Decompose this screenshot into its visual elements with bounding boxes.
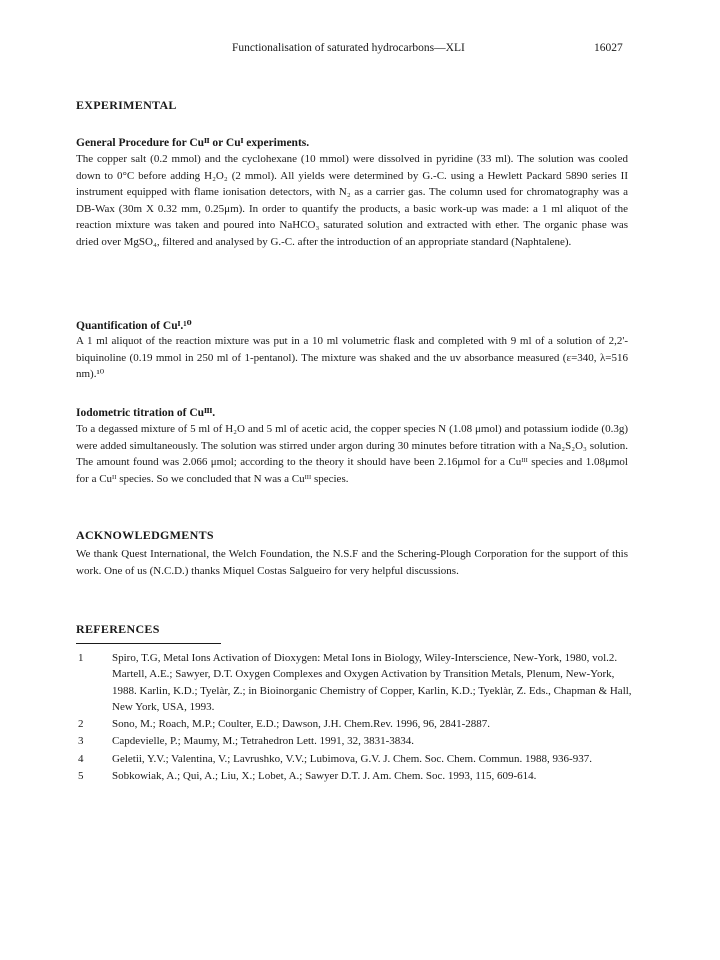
reference-item: [76, 733, 636, 749]
quantification-title: Quantification of Cuᴵ.¹⁰: [76, 320, 192, 332]
acknowledgments-body: We thank Quest International, the Welch Foundation, the N.S.F and the Schering-Plough Corporation for the support of this work. One of us (N.C.D.) thanks Miquel Costas Salgueiro for very helpful discussions.: [76, 548, 628, 577]
reference-number: 3: [78, 735, 84, 748]
general-procedure-title: General Procedure for Cuᴵᴵ or Cuᴵ experiments.: [76, 137, 310, 149]
quantification-body: A 1 ml aliquot of the reaction mixture was put in a 10 ml volumetric flask and completed with 9 ml of a solution of 2,2'-biquinoline (0.19 mmol in 250 ml of 1-pentanol). The mixture was shaked and the uv absorbance measured (ε=340, λ=516 nm).¹⁰: [76, 335, 628, 380]
running-title: Functionalisation of saturated hydrocarbons—XLI: [232, 42, 465, 54]
references-rule: [76, 643, 221, 644]
reference-number: 4: [78, 752, 84, 765]
references-list: [76, 650, 636, 785]
reference-text: Spiro, T.G, Metal Ions Activation of Dioxygen: Metal Ions in Biology, Wiley-Interscience, New-York, 1980, vol.2. Martell, A.E.; Sawyer, D.T. Oxygen Complexes and Oxygen Activation by Transition Metals, Plenum, New-York, 1988. Karlin, K.D.; Tyelàr, Z.; in Bioinorganic Chemistry of Copper, Karlin, K.D.; Tyeklàr, Z. Eds., Chapman & Hall, New York, USA, 1993.: [112, 652, 632, 713]
iodometric-body: To a degassed mixture of 5 ml of H₂O and 5 ml of acetic acid, the copper species N (1.08 μmol) and potassium iodide (0.3g) were added simultaneously. The solution was stirred under argon during 30 minutes before titration with a Na₂S₂O₃ solution. The amount found was 2.066 μmol; according to the theory it should have been 2.16μmol for a Cuᴵᴵᴵ species and 1.08μmol for a Cuᴵᴵ species. So we concluded that N was a Cuᴵᴵᴵ species.: [76, 423, 628, 485]
reference-text: Geletii, Y.V.; Valentina, V.; Lavrushko, V.V.; Lubimova, G.V. J. Chem. Soc. Chem. Commun. 1988, 936-937.: [112, 752, 592, 765]
reference-item: [76, 716, 636, 732]
general-procedure-body: The copper salt (0.2 mmol) and the cyclohexane (10 mmol) were dissolved in pyridine (33 ml). The solution was cooled down to 0°C before adding H₂O₂ (2 mmol). All yields were determined by G.-C. using a Hewlett Packard 5890 series II instrument equipped with flame ionisation detectors, with N₂ as a carrier gas. The column used for chromatography was a DB-Wax (30m X 0.32 mm, 0.25μm). In order to quantify the products, a basic work-up was made: a 1 ml aliquot of the reaction mixture was taken and poured into NaHCO₃ saturated solution and extracted with ether. The organic phase was dried over MgSO₄, filtered and analysed by G.-C. after the introduction of an appropriate standard (Naphtalene).: [76, 153, 628, 248]
reference-item: [76, 751, 636, 767]
reference-text: Capdevielle, P.; Maumy, M.; Tetrahedron Lett. 1991, 32, 3831-3834.: [112, 735, 414, 748]
acknowledgments-heading: ACKNOWLEDGMENTS: [76, 528, 214, 542]
experimental-heading: EXPERIMENTAL: [76, 98, 177, 112]
page-number: 16027: [594, 42, 623, 54]
reference-number: 5: [78, 770, 84, 783]
reference-text: Sono, M.; Roach, M.P.; Coulter, E.D.; Dawson, J.H. Chem.Rev. 1996, 96, 2841-2887.: [112, 718, 491, 731]
iodometric-title: Iodometric titration of Cuᴵᴵᴵ.: [76, 407, 216, 419]
reference-number: 2: [78, 718, 84, 731]
reference-text: Sobkowiak, A.; Qui, A.; Liu, X.; Lobet, A.; Sawyer D.T. J. Am. Chem. Soc. 1993, 115, 609-614.: [112, 770, 537, 783]
reference-item: [76, 650, 636, 715]
reference-number: 1: [78, 652, 84, 664]
reference-item: [76, 768, 636, 784]
references-heading: REFERENCES: [76, 622, 160, 636]
